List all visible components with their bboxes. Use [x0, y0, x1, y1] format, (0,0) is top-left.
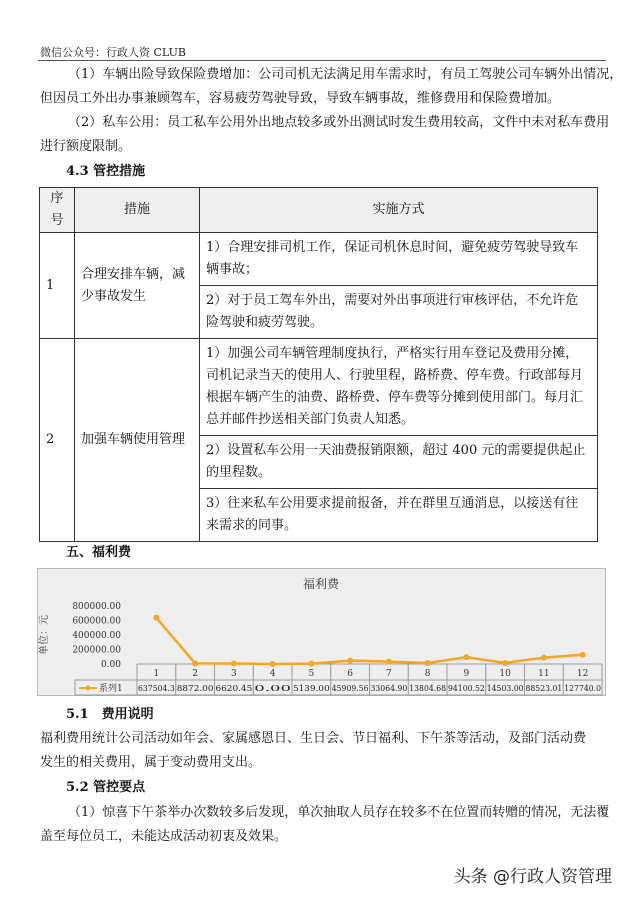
data-point [308, 661, 314, 667]
intro-p1-line2: 但因员工外出办事兼顾驾车，容易疲劳驾驶导致，导致车辆事故，维修费用和保险费增加。 [40, 91, 561, 106]
header-divider [38, 60, 606, 61]
row-number: 1 [40, 233, 75, 339]
data-value-label: 14503.00 [486, 684, 524, 694]
section-5-2-heading: 5.2 管控要点 [66, 780, 146, 795]
data-value-label: 94100.52 [448, 684, 485, 694]
data-value-label: 13804.68 [409, 684, 446, 694]
data-point [231, 661, 237, 667]
x-tick-label: 2 [192, 669, 198, 679]
col-header-measure: 措施 [75, 188, 200, 233]
series-line [156, 618, 582, 664]
y-tick-label: 600000.00 [72, 616, 121, 627]
section-5-2-line1: （1）惊喜下午茶举办次数较多后发现，单次抽取人员存在较多不在位置而转赠的情况，无法覆 [68, 805, 610, 820]
y-axis-label: 单位：元 [39, 615, 50, 655]
x-tick-label: 6 [347, 669, 353, 679]
data-point [192, 660, 198, 666]
implementation-item: 2）设置私车公用一天油费报销限额，超过 400 元的需要提供起止的里程数。 [200, 436, 598, 489]
section-5-heading: 五、福利费 [66, 545, 132, 560]
data-value-label: 8872.00 [176, 684, 214, 694]
data-value-label: 33064.90 [370, 684, 408, 694]
data-value-label: 5139.00 [293, 684, 330, 694]
data-point [153, 615, 159, 621]
intro-p1-line1: （1）车辆出险导致保险费增加：公司司机无法满足用车需求时，有员工驾驶公司车辆外出情况， [68, 67, 623, 82]
data-point [463, 654, 469, 660]
row-number: 2 [40, 339, 75, 542]
x-tick-label: 7 [386, 669, 392, 679]
table-row [40, 233, 598, 286]
data-point [270, 661, 276, 667]
data-point [347, 658, 353, 664]
implementation-item: 2）对于员工驾车外出，需要对外出事项进行审核评估，不允许危险驾驶和疲劳驾驶。 [200, 286, 598, 339]
row-measure: 合理安排车辆，减少事故发生 [75, 233, 200, 339]
data-point [425, 660, 431, 666]
x-tick-label: 8 [424, 669, 431, 679]
section-5-1-line2: 发生的相关费用，属于变动费用支出。 [40, 755, 262, 770]
intro-p2-line2: 进行额度限制。 [40, 139, 132, 154]
data-value-label: 88523.01 [525, 684, 563, 694]
section-5-2-line2: 盖至每位员工，未能达成活动初衷及效果。 [40, 829, 288, 844]
section-5-1-heading: 5.1 费用说明 [66, 707, 154, 722]
x-tick-label: 12 [576, 669, 589, 679]
y-tick-label: 0.00 [100, 660, 121, 670]
x-tick-label: 9 [463, 669, 470, 679]
legend-label: 系列1 [99, 684, 123, 694]
col-header-no: 序号 [40, 188, 75, 233]
x-tick-label: 4 [269, 669, 276, 679]
legend-marker [86, 686, 91, 691]
watermark: 头条 @行政人资管理 [453, 867, 612, 887]
section-4-3-heading: 4.3 管控措施 [66, 164, 146, 179]
data-point [580, 652, 586, 658]
col-header-implementation: 实施方式 [200, 188, 598, 233]
y-tick-label: 400000.00 [72, 631, 121, 641]
data-point [541, 655, 547, 661]
header-source: 微信公众号：行政人资 CLUB [40, 46, 186, 59]
control-measures-table [39, 187, 598, 542]
implementation-item: 1）加强公司车辆管理制度执行，严格实行用车登记及费用分摊，司机记录当天的使用人、行驶里程，路桥费、停车费。行政部每月根据车辆产生的油费、路桥费、停车费等分摊到使用部门。每月汇总并邮件抄送相关部门负责人知悉。 [200, 339, 598, 436]
y-tick-label: 200000.00 [72, 645, 121, 656]
row-measure: 加强车辆使用管理 [75, 339, 200, 542]
x-tick-label: 5 [308, 669, 315, 679]
welfare-line-chart [37, 568, 606, 698]
data-point [502, 660, 508, 666]
data-value-label: 637504.3 [138, 684, 175, 694]
chart-title: 福利费 [302, 577, 340, 591]
data-value-label: 45909.56 [331, 684, 369, 694]
intro-p2-line1: （2）私车公用：员工私车公用外出地点较多或外出测试时发生费用较高，文件中未对私车费用 [68, 115, 610, 130]
table-row [40, 339, 598, 436]
data-value-label: 6620.45 [215, 684, 253, 694]
implementation-item: 3）往来私车公用要求提前报备，并在群里互通消息，以接送有往来需求的同事。 [200, 489, 598, 542]
section-5-1-line1: 福利费用统计公司活动如年会、家属感恩日、生日会、节日福利、下午茶等活动，及部门活动费 [40, 731, 587, 746]
x-tick-label: 3 [231, 669, 237, 679]
data-value-label: 127740.0 [564, 684, 601, 694]
x-tick-label: 10 [499, 669, 511, 679]
y-tick-label: 800000.00 [72, 602, 121, 612]
data-point [386, 659, 392, 665]
x-tick-label: 11 [538, 669, 550, 679]
data-value-label: 0.00 [254, 684, 291, 694]
table-header-row [40, 188, 598, 233]
x-tick-label: 1 [153, 669, 160, 679]
implementation-item: 1）合理安排司机工作，保证司机休息时间，避免疲劳驾驶导致车辆事故； [200, 233, 598, 286]
